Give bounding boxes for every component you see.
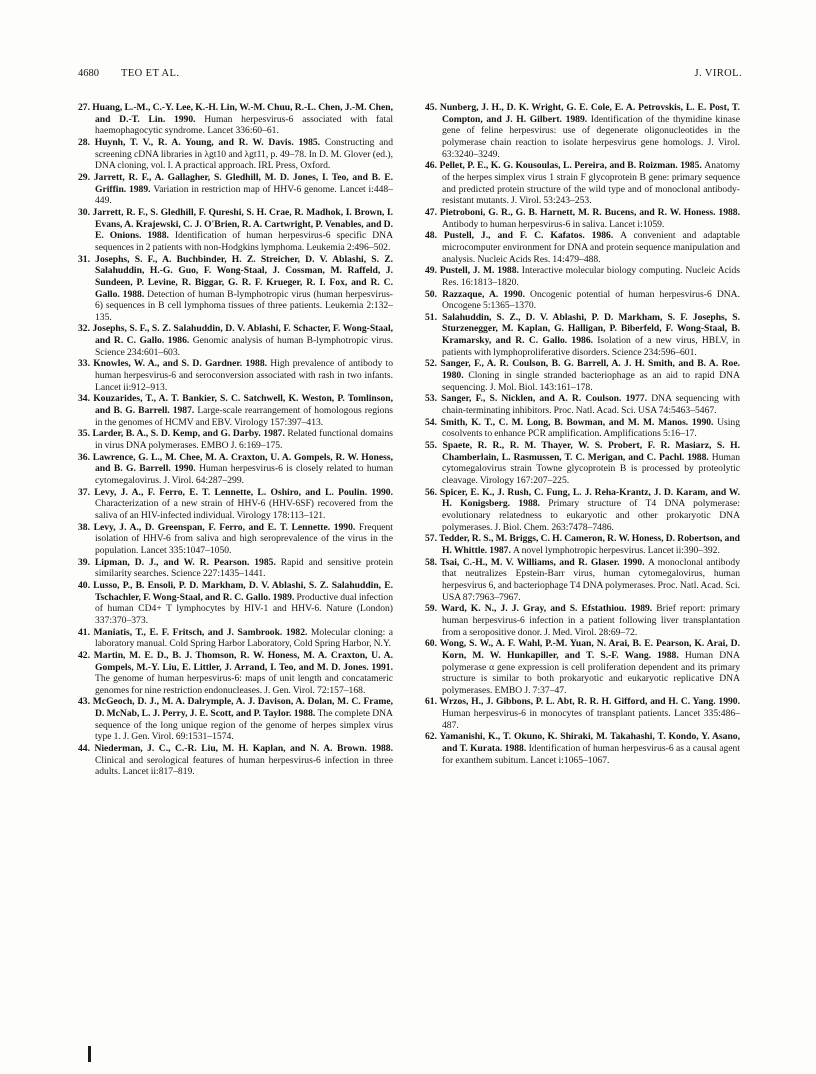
reference-text: Primary structure of T4 DNA polymerase: evolutionary relatedness to eukaryotic and other prokaryotic DNA polymerases. J. Biol. Chem. 263:7478–7486. xyxy=(442,498,740,533)
reference-number: 51. xyxy=(425,311,443,323)
reference-authors: Huang, L.-M., C.-Y. Lee, K.-H. Lin, W.-M. Chuu, R.-L. Chen, J.-M. Chen, and D.-T. Lin. 1990. xyxy=(92,102,393,125)
reference-number: 30. xyxy=(78,206,93,218)
reference-number: 29. xyxy=(78,171,94,183)
reference-authors: Larder, B. A., S. D. Kemp, and G. Darby. 1987. xyxy=(92,428,288,440)
reference-number: 60. xyxy=(425,638,440,650)
reference-text: Identification of the thymidine kinase gene of feline herpesvirus: use of degenerate oligonucleotides in the polymerase chain reaction to isolate herpesvirus gene homologs. J. Virol. 63:3240–3249. xyxy=(442,113,740,160)
reference-text: The genome of human herpesvirus-6: maps of unit length and concatameric genomes for nine restriction endonucleases. J. Gen. Virol. 72:157–168. xyxy=(95,673,393,696)
reference-item xyxy=(78,323,393,358)
reference-authors: Levy, J. A., F. Ferro, E. T. Lennette, L. Oshiro, and L. Poulin. 1990. xyxy=(94,486,394,498)
header-left xyxy=(78,68,179,79)
reference-text: Identification of human herpesvirus-6 as a causal agent for exanthem subitum. Lancet i:1065–1067. xyxy=(442,743,740,766)
reference-item xyxy=(425,393,740,416)
reference-item xyxy=(425,487,740,534)
scan-artifact-mark xyxy=(88,1046,91,1062)
reference-text: Human cytomegalovirus strain Towne glycoprotein B is processed by proteolytic cleavage. Virology 167:207–225. xyxy=(442,451,740,486)
reference-authors: Lawrence, G. L., M. Chee, M. A. Craxton, U. A. Gompels, R. W. Honess, and B. G. Barrell. 1990. xyxy=(92,451,394,475)
reference-number: 38. xyxy=(78,521,94,533)
reference-authors: Lusso, P., B. Ensoli, P. D. Markham, D. V. Ablashi, S. Z. Salahuddin, E. Tschachler, F. Wong-Staal, and R. C. Gallo. 1989. xyxy=(93,579,394,603)
page-number: 4680 xyxy=(78,68,99,79)
reference-authors: Pustell, J., and F. C. Kafatos. 1986. xyxy=(443,230,621,242)
reference-authors: Levy, J. A., D. Greenspan, F. Ferro, and E. T. Lennette. 1990. xyxy=(93,521,359,533)
reference-number: 59. xyxy=(425,603,441,615)
reference-number: 31. xyxy=(78,253,96,265)
reference-authors: Huynh, T. V., R. A. Young, and R. W. Davis. 1985. xyxy=(94,136,325,148)
running-title-journal: J. VIROL. xyxy=(694,68,742,79)
reference-text: Human DNA polymerase α gene expression is cell proliferation dependent and its primary structure is similar to both prokaryotic and eukaryotic replicative DNA polymerases. EMBO J. 7:37–47. xyxy=(442,649,740,696)
reference-number: 53. xyxy=(425,393,442,405)
reference-text: Human herpesvirus-6 is closely related to human cytomegalovirus. J. Virol. 64:287–299. xyxy=(95,463,393,486)
reference-item xyxy=(78,452,393,487)
reference-number: 62. xyxy=(425,731,440,743)
reference-number: 37. xyxy=(78,486,95,498)
reference-item xyxy=(78,522,393,557)
reference-item xyxy=(425,289,740,312)
reference-number: 57. xyxy=(425,533,440,545)
reference-text: Isolation of a new virus, HBLV, in patients with lymphoproliferative disorders. Science 234:596–601. xyxy=(442,335,740,358)
reference-text: Rapid and sensitive protein similarity searches. Science 227:1435–1441. xyxy=(95,556,394,580)
reference-text: Molecular cloning: a laboratory manual. Cold Spring Harbor Laboratory, Cold Spring Harbor, N.Y. xyxy=(95,626,394,650)
reference-authors: Nunberg, J. H., D. K. Wright, G. E. Cole, E. A. Petrovskis, L. E. Post, T. Compton, and J. H. Gilbert. 1989. xyxy=(439,102,741,125)
reference-text: Human herpesvirus-6 associated with fatal haemophagocytic syndrome. Lancet 336:60–61. xyxy=(95,113,393,137)
reference-item xyxy=(78,207,393,254)
reference-authors: Wong, S. W., A. F. Wahl, P.-M. Yuan, N. Arai, B. E. Pearson, K. Arai, D. Korn, M. W. Hunkapiller, and T. S.-F. Wang. 1988. xyxy=(439,638,740,661)
reference-text: Constructing and screening cDNA libraries in λgt10 and λgt11, p. 49–78. In D. M. Glover (ed.), DNA cloning, vol. I. A practical approach. IRL Press, Oxford. xyxy=(95,136,393,172)
reference-authors: Jarrett, R. F., A. Gallagher, S. Gledhill, M. D. Jones, I. Teo, and B. E. Griffin. 1989. xyxy=(93,171,393,195)
references-column-left xyxy=(78,102,393,778)
reference-number: 56. xyxy=(425,486,440,498)
reference-authors: Kouzarides, T., A. T. Bankier, S. C. Satchwell, K. Weston, P. Tomlinson, and B. G. Barrell. 1987. xyxy=(93,393,393,417)
reference-number: 50. xyxy=(425,288,443,300)
reference-item xyxy=(78,487,393,522)
reference-number: 36. xyxy=(78,451,93,463)
reference-text: High prevalence of antibody to human herpesvirus-6 and seroconversion associated with rash in two infants. Lancet ii:912–913. xyxy=(95,358,394,393)
reference-authors: Spicer, E. K., J. Rush, C. Fung, L. J. Reha-Krantz, J. D. Karam, and W. H. Konigsberg. 1988. xyxy=(439,486,741,510)
reference-number: 45. xyxy=(425,102,440,113)
reference-authors: Sanger, F., S. Nicklen, and A. R. Coulson. 1977. xyxy=(441,393,652,405)
reference-number: 33. xyxy=(78,358,94,370)
reference-authors: Lipman, D. J., and W. R. Pearson. 1985. xyxy=(94,556,281,568)
reference-item xyxy=(78,358,393,393)
reference-text: Brief report: primary human herpesvirus-6 infection in a patient following liver transplantation from a seropositive donor. J. Med. Virol. 28:69–72. xyxy=(442,603,740,638)
reference-authors: Josephs, S. F., S. Z. Salahuddin, D. V. Ablashi, F. Schacter, F. Wong-Staal, and R. C. Gallo. 1986. xyxy=(92,323,394,347)
references-column-right xyxy=(425,102,740,778)
reference-item xyxy=(425,533,740,556)
reference-number: 35. xyxy=(78,428,93,440)
reference-text: Cloning in single stranded bacteriophage as an aid to rapid DNA sequencing. J. Mol. Biol. 143:161–178. xyxy=(442,370,741,393)
reference-item xyxy=(425,312,740,359)
references-columns xyxy=(78,102,741,778)
reference-item xyxy=(78,580,393,627)
reference-text: Using cosolvents to enhance PCR amplification. Amplifications 5:16–17. xyxy=(442,416,740,440)
reference-text: Productive dual infection of human CD4+ T lymphocytes by HIV-1 and HHV-6. Nature (London) 337:370–373. xyxy=(95,591,393,626)
reference-number: 27. xyxy=(78,102,93,113)
reference-item xyxy=(78,137,393,172)
reference-number: 43. xyxy=(78,696,93,708)
reference-number: 28. xyxy=(78,136,95,148)
reference-number: 32. xyxy=(78,323,93,335)
reference-item xyxy=(78,254,393,324)
reference-authors: Josephs, S. F., A. Buchbinder, H. Z. Streicher, D. V. Ablashi, S. Z. Salahuddin, H.-G. Guo, F. Wong-Staal, J. Cossman, M. Raffeld, J. Sundeen, P. Levine, R. Biggar, G. R. F. Krueger, R. I. Fox, and R. C. Gallo. 1988. xyxy=(95,253,393,300)
reference-item xyxy=(78,393,393,428)
reference-item xyxy=(425,417,740,440)
reference-item xyxy=(78,172,393,207)
reference-authors: Pietroboni, G. R., G. B. Harnett, M. R. Bucens, and R. W. Honess. 1988. xyxy=(439,206,740,218)
reference-item xyxy=(425,731,740,766)
reference-authors: Knowles, W. A., and S. D. Gardner. 1988. xyxy=(93,358,271,370)
reference-authors: Tsai, C.-H., M. V. Williams, and R. Glaser. 1990. xyxy=(440,556,648,568)
reference-text: Antibody to human herpesvirus-6 in saliva. Lancet i:1059. xyxy=(442,218,665,230)
reference-number: 54. xyxy=(425,416,441,428)
reference-text: Characterization of a new strain of HHV-6 (HHV-6SF) recovered from the saliva of an HIV-infected individual. Virology 178:113–121. xyxy=(95,498,393,521)
reference-authors: Salahuddin, S. Z., D. V. Ablashi, P. D. Markham, S. F. Josephs, S. Sturzenegger, M. Kaplan, G. Halligan, P. Biberfeld, F. Wong-Staal, B. Kramarsky, and R. C. Gallo. 1986. xyxy=(442,311,740,347)
reference-text: A convenient and adaptable microcomputer environment for DNA and protein sequence manipulation and analysis. Nucleic Acids Res. 14:479–488. xyxy=(442,230,740,265)
reference-item xyxy=(425,207,740,230)
reference-number: 44. xyxy=(78,743,95,755)
reference-authors: Smith, K. T., C. M. Long, B. Bowman, and M. M. Manos. 1990. xyxy=(440,416,718,428)
reference-text: Identification of human herpesvirus-6 specific DNA sequences in 2 patients with non-Hodgkins lymphoma. Leukemia 2:496–502. xyxy=(95,230,393,253)
reference-text: Clinical and serological features of human herpesvirus-6 infection in three adults. Lancet ii:817–819. xyxy=(95,754,393,778)
reference-authors: Razzaque, A. 1990. xyxy=(442,288,531,300)
reference-number: 55. xyxy=(425,440,443,452)
reference-item xyxy=(425,696,740,731)
reference-item xyxy=(78,650,393,697)
reference-authors: Sanger, F., A. R. Coulson, B. G. Barrell, A. J. H. Smith, and B. A. Roe. 1980. xyxy=(440,358,741,382)
reference-number: 49. xyxy=(425,265,440,277)
reference-item xyxy=(425,265,740,288)
reference-number: 42. xyxy=(78,649,94,661)
reference-text: Oncogenic potential of human herpesvirus-6 DNA. Oncogene 5:1365–1370. xyxy=(442,288,741,312)
reference-authors: McGeoch, D. J., M. A. Dalrymple, A. J. Davison, A. Dolan, M. C. Frame, D. McNab, L. J. Perry, J. E. Scott, and P. Taylor. 1988. xyxy=(92,696,394,720)
reference-item xyxy=(78,557,393,580)
reference-item xyxy=(78,696,393,743)
page-header xyxy=(78,68,742,79)
reference-text: DNA sequencing with chain-terminating inhibitors. Proc. Natl. Acad. Sci. USA 74:5463–5467. xyxy=(442,393,740,417)
reference-text: Variation in restriction map of HHV-6 genome. Lancet i:448–449. xyxy=(95,183,394,207)
reference-authors: Pellet, P. E., K. G. Kousoulas, L. Pereira, and B. Roizman. 1985. xyxy=(439,160,705,172)
reference-authors: Martin, M. E. D., B. J. Thomson, R. W. Honess, M. A. Craxton, U. A. Gompels, M.-Y. Liu, E. Littler, J. Arrand, I. Teo, and M. D. Jones. 1991. xyxy=(93,649,393,673)
running-title-authors: TEO ET AL. xyxy=(121,68,180,79)
reference-text: Related functional domains in virus DNA polymerases. EMBO J. 6:169–175. xyxy=(95,428,393,452)
reference-text: A monoclonal antibody that neutralizes Epstein-Barr virus, human cytomegalovirus, human herpesvirus 6, and bacteriophage T4 DNA polymerases. Proc. Natl. Acad. Sci. USA 87:7963–7967. xyxy=(442,556,740,603)
reference-authors: Maniatis, T., E. F. Fritsch, and J. Sambrook. 1982. xyxy=(93,626,311,638)
reference-number: 39. xyxy=(78,556,95,568)
reference-number: 34. xyxy=(78,393,94,405)
reference-item xyxy=(78,102,393,137)
reference-item xyxy=(78,743,393,778)
reference-text: Detection of human B-lymphotropic virus (human herpesvirus-6) sequences in B cell lymphoma tissues of three patients. Leukemia 2:132–135. xyxy=(95,288,393,323)
reference-item xyxy=(78,428,393,451)
reference-authors: Ward, K. N., J. J. Gray, and S. Efstathiou. 1989. xyxy=(440,603,657,615)
reference-number: 40. xyxy=(78,579,94,591)
reference-item xyxy=(425,557,740,604)
reference-text: Interactive molecular biology computing. Nucleic Acids Res. 16:1813–1820. xyxy=(442,265,741,288)
reference-item xyxy=(425,358,740,393)
reference-item xyxy=(425,160,740,207)
header-right xyxy=(695,68,742,79)
reference-text: Anatomy of the herpes simplex virus 1 strain F glycoprotein B gene: primary sequence and predicted protein structure of the wild type and of monoclonal antibody-resistant mutants. J. Virol. 53:243–253. xyxy=(442,160,741,207)
reference-authors: Yamanishi, K., T. Okuno, K. Shiraki, M. Takahashi, T. Kondo, Y. Asano, and T. Kurata. 1988. xyxy=(439,731,740,755)
reference-text: Large-scale rearrangement of homologous regions in the genomes of HCMV and EBV. Virology 157:397–413. xyxy=(95,405,393,428)
reference-text: Frequent isolation of HHV-6 from saliva and high seroprevalence of the virus in the population. Lancet 335:1047–1050. xyxy=(95,521,393,556)
reference-item xyxy=(425,440,740,487)
reference-authors: Pustell, J. M. 1988. xyxy=(439,265,522,277)
reference-text: Genomic analysis of human B-lymphotropic virus. Science 234:601–603. xyxy=(95,335,393,358)
reference-number: 52. xyxy=(425,358,441,370)
reference-number: 58. xyxy=(425,556,441,568)
reference-number: 41. xyxy=(78,626,94,638)
reference-number: 46. xyxy=(425,160,440,172)
reference-item xyxy=(425,230,740,265)
reference-authors: Spaete, R. R., R. M. Thayer, W. S. Probert, F. R. Masiarz, S. H. Chamberlain, L. Rasmussen, T. C. Merigan, and C. Pachl. 1988. xyxy=(442,440,740,463)
reference-authors: Tedder, R. S., M. Briggs, C. H. Cameron, R. W. Honess, D. Robertson, and H. Whittle. 1987. xyxy=(439,533,740,556)
reference-number: 48. xyxy=(425,230,444,242)
reference-text: The complete DNA sequence of the long unique region of the genome of herpes simplex virus type 1. J. Gen. Virol. 69:1531–1574. xyxy=(95,708,393,743)
reference-item xyxy=(425,638,740,696)
reference-authors: Jarrett, R. F., S. Gledhill, F. Qureshi, S. H. Crae, R. Madhok, I. Brown, I. Evans, A. Krajewski, C. J. O'Brien, R. A. Cartwright, P. Venables, and D. E. Onions. 1988. xyxy=(92,206,393,242)
reference-text: Human herpesvirus-6 in monocytes of transplant patients. Lancet 335:486–487. xyxy=(442,708,740,731)
reference-number: 61. xyxy=(425,696,440,708)
reference-item xyxy=(425,603,740,638)
reference-item xyxy=(425,102,740,160)
reference-number: 47. xyxy=(425,206,440,218)
reference-text: A novel lymphotropic herpesvirus. Lancet ii:390–392. xyxy=(513,544,720,556)
reference-authors: Niederman, J. C., C.-R. Liu, M. H. Kaplan, and N. A. Brown. 1988. xyxy=(94,743,393,755)
reference-authors: Wrzos, H., J. Gibbons, P. L. Abt, R. R. H. Gifford, and H. C. Yang. 1990. xyxy=(439,696,740,708)
reference-item xyxy=(78,627,393,650)
